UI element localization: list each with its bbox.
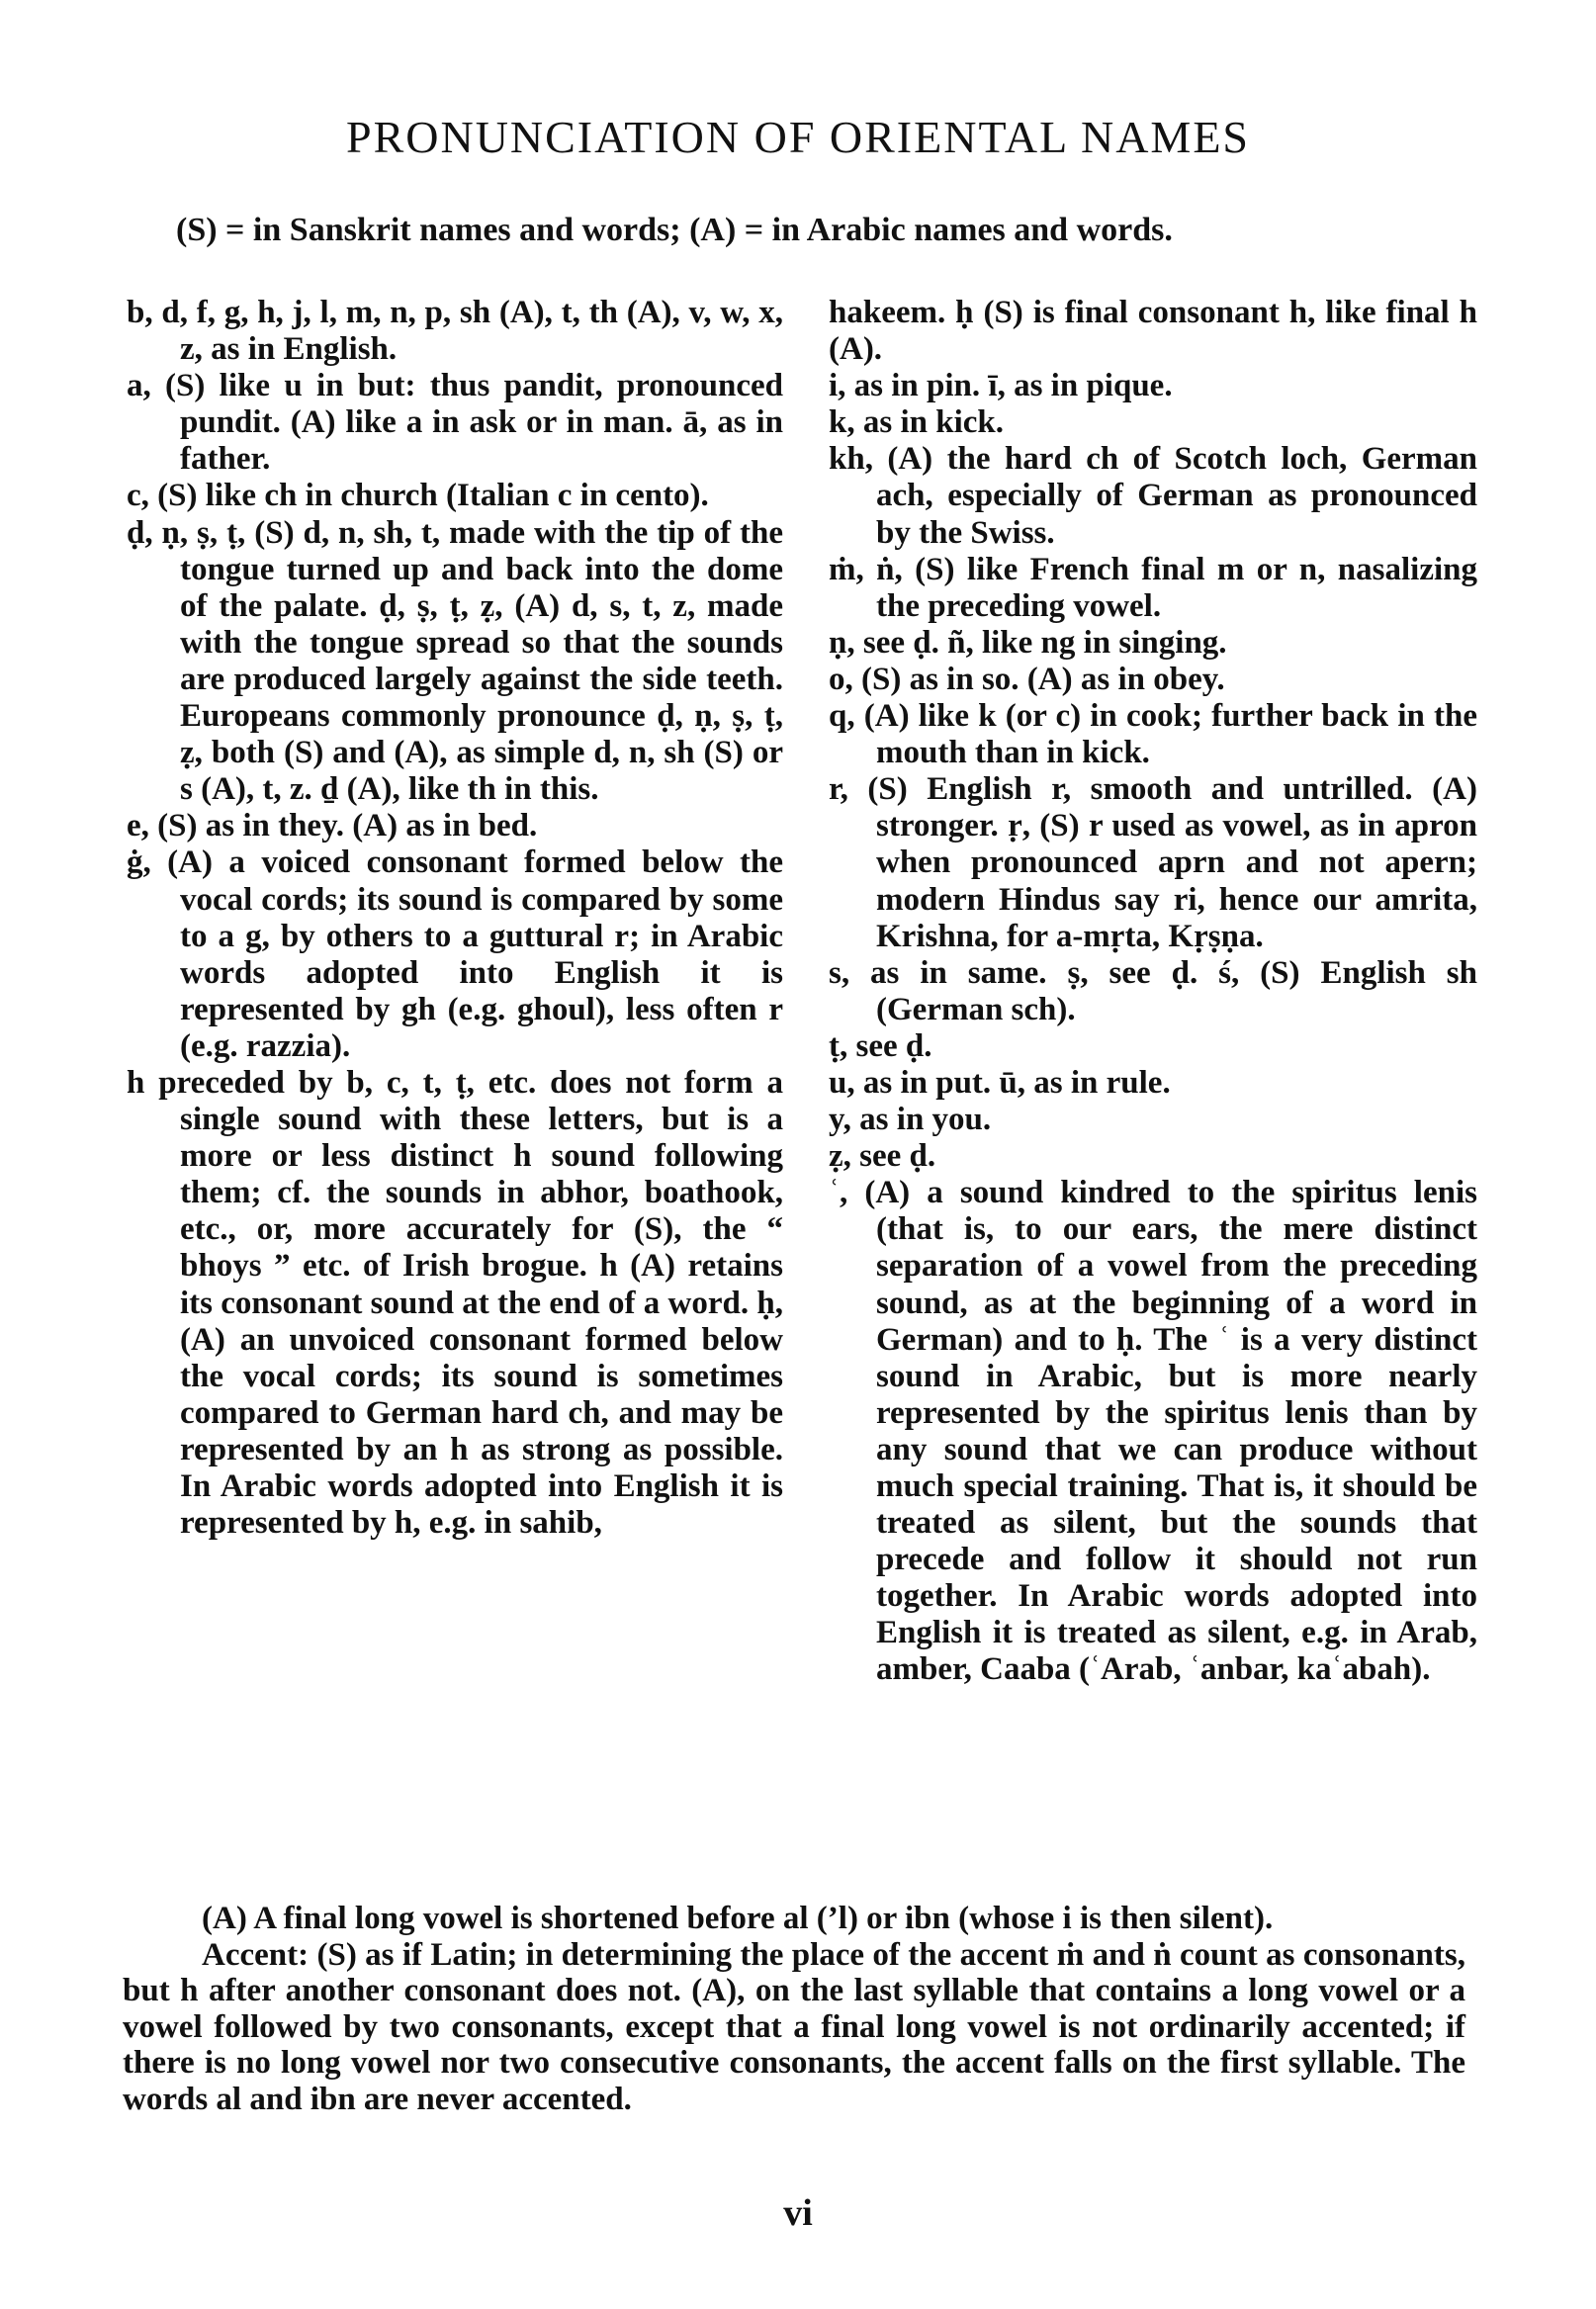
entry-dot-consonants: ḍ, ṇ, ṣ, ṭ, (S) d, n, sh, t, made with the tip of the tongue turned up and back into the dome of the palate. ḍ, ṣ, ṭ, ẓ, (A) d, s, t, z, made with the tongue spread so that the sounds are produced largely against the side teeth. Europeans commonly pronounce ḍ, ṇ, ṣ, ṭ, ẓ, both (S) and (A), as simple d, n, sh (S) or s (A), t, z. ḏ (A), like th in this. <box>127 514 783 808</box>
entry-u: u, as in put. ū, as in rule. <box>829 1064 1171 1101</box>
entry-g-dot: ġ, (A) a voiced consonant formed below the vocal cords; its sound is compared by some to a g, by others to a guttural r; in Arabic words adopted into English it is represented by gh (e.g. ghoul), less often r (e.g. razzia). <box>127 844 783 1064</box>
right-column <box>829 295 1477 1689</box>
entry-h-continued: hakeem. ḥ (S) is final consonant h, like final h (A). <box>829 295 1477 368</box>
left-column <box>127 295 783 1542</box>
page-number: vi <box>783 2192 813 2234</box>
note-final-vowel: (A) A final long vowel is shortened before al (’l) or ibn (whose i is then silent). <box>202 1901 1274 1936</box>
page-title: PRONUNCIATION OF ORIENTAL NAMES <box>345 112 1250 162</box>
entry-y: y, as in you. <box>829 1102 992 1138</box>
entry-h: h preceded by b, c, t, ṭ, etc. does not form a single sound with these letters, but is a more or less distinct h sound following them; cf. the sounds in abhor, boathook, etc., or, more accurately for (S), the “ bhoys ” etc. of Irish brogue. h (A) retains its consonant sound at the end of a word. ḥ, (A) an unvoiced consonant formed below the vocal cords; its sound is sometimes compared to German hard ch, and may be represented by an h as strong as possible. In Arabic words adopted into English it is represented by h, e.g. in sahib, <box>127 1064 783 1542</box>
notes-section <box>123 1901 1465 2117</box>
entry-ayn: ʿ, (A) a sound kindred to the spiritus lenis (that is, to our ears, the mere distinct separation of a vowel from the preceding sound, as at the beginning of a word in German) and to ḥ. The ʿ is a very distinct sound in Arabic, but is more nearly represented by the spiritus lenis than by any sound that we can produce without much special training. That is, it should be treated as silent, but the sounds that precede and follow it should not run together. In Arabic words adopted into English it is treated as silent, e.g. in Arab, amber, Caaba (ʿArab, ʿanbar, kaʿabah). <box>829 1175 1477 1688</box>
entry-n-dot: ṇ, see ḍ. ñ, like ng in singing. <box>829 624 1227 661</box>
entry-consonants-english: b, d, f, g, h, j, l, m, n, p, sh (A), t, th (A), v, w, x, z, as in English. <box>127 295 783 368</box>
entry-a: a, (S) like u in but: thus pandit, pronounced pundit. (A) like a in ask or in man. ā, as in father. <box>127 368 783 478</box>
entry-kh: kh, (A) the hard ch of Scotch loch, German ach, especially of German as pronounced by the Swiss. <box>829 441 1477 551</box>
entry-e: e, (S) as in they. (A) as in bed. <box>127 808 538 844</box>
entry-r: r, (S) English r, smooth and untrilled. (A) stronger. ṛ, (S) r used as vowel, as in apron when pronounced aprn and not apern; modern Hindus say ri, hence our amrita, Krishna, for a-mṛta, Kṛṣṇa. <box>829 771 1477 954</box>
entry-s: s, as in same. ṣ, see ḍ. ś, (S) English sh (German sch). <box>829 954 1477 1027</box>
entry-q: q, (A) like k (or c) in cook; further back in the mouth than in kick. <box>829 698 1477 771</box>
entry-i: i, as in pin. ī, as in pique. <box>829 368 1173 404</box>
entry-o: o, (S) as in so. (A) as in obey. <box>829 661 1225 697</box>
entry-c: c, (S) like ch in church (Italian c in cento). <box>127 478 709 514</box>
entry-m-n-dot: ṁ, ṅ, (S) like French final m or n, nasalizing the preceding vowel. <box>829 551 1477 624</box>
entry-z-dot: ẓ, see ḍ. <box>829 1138 936 1175</box>
abbreviation-key: (S) = in Sanskrit names and words; (A) = in Arabic names and words. <box>176 212 1173 248</box>
note-accent: Accent: (S) as if Latin; in determining the place of the accent ṁ and ṅ count as consonants, but h after another consonant does not. (A), on the last syllable that contains a long vowel or a vowel followed by two consonants, except that a final long vowel is not ordinarily accented; if there is no long vowel nor two consecutive consonants, the accent falls on the first syllable. The words al and ibn are never accented. <box>123 1936 1465 2117</box>
entry-t-dot: ṭ, see ḍ. <box>829 1027 932 1064</box>
entry-k: k, as in kick. <box>829 404 1004 441</box>
